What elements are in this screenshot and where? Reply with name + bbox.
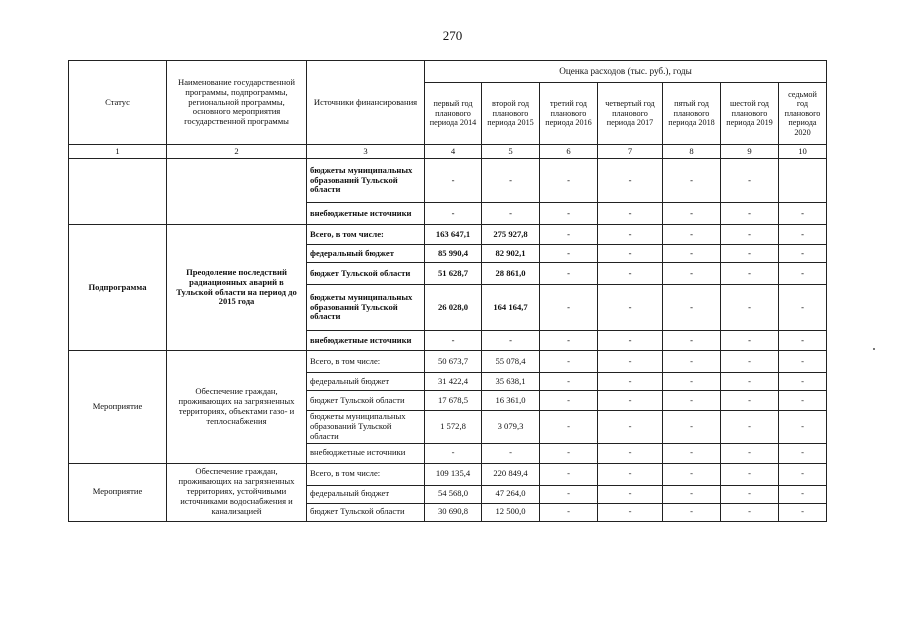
value-cell: 109 135,4 <box>425 463 482 485</box>
status-cell: Мероприятие <box>69 351 167 464</box>
value-cell: - <box>779 373 827 391</box>
column-number: 4 <box>425 145 482 159</box>
value-cell: - <box>663 285 721 331</box>
column-number: 2 <box>167 145 307 159</box>
value-cell: - <box>663 159 721 203</box>
value-cell: - <box>721 285 779 331</box>
value-cell: 82 902,1 <box>482 245 540 263</box>
funding-source: федеральный бюджет <box>307 485 425 503</box>
table-row <box>69 351 827 373</box>
table-row <box>69 159 827 203</box>
value-cell: - <box>721 245 779 263</box>
value-cell: - <box>663 263 721 285</box>
program-name-cell: Обеспечение граждан, проживающих на загрязненных территориях, объектами газо- и теплоснабжения <box>167 351 307 464</box>
value-cell: - <box>598 391 663 411</box>
value-cell: - <box>721 351 779 373</box>
value-cell: - <box>425 443 482 463</box>
value-cell: - <box>779 245 827 263</box>
value-cell: - <box>663 503 721 521</box>
funding-source: бюджет Тульской области <box>307 391 425 411</box>
funding-source: внебюджетные источники <box>307 331 425 351</box>
value-cell: - <box>721 159 779 203</box>
column-number-row <box>69 145 827 159</box>
value-cell: - <box>540 225 598 245</box>
value-cell: - <box>540 331 598 351</box>
value-cell: - <box>482 443 540 463</box>
value-cell: - <box>598 351 663 373</box>
value-cell: - <box>721 331 779 351</box>
value-cell: - <box>721 225 779 245</box>
value-cell: - <box>540 373 598 391</box>
value-cell: 85 990,4 <box>425 245 482 263</box>
value-cell: - <box>663 331 721 351</box>
value-cell: - <box>663 203 721 225</box>
funding-source: бюджеты муниципальных образований Тульской области <box>307 411 425 444</box>
value-cell: 47 264,0 <box>482 485 540 503</box>
value-cell: - <box>598 503 663 521</box>
value-cell: - <box>663 351 721 373</box>
value-cell: 3 079,3 <box>482 411 540 444</box>
header-year-2018: пятый год планового периода 2018 <box>663 83 721 145</box>
value-cell: - <box>540 485 598 503</box>
funding-source: Всего, в том числе: <box>307 351 425 373</box>
value-cell: - <box>540 463 598 485</box>
budget-table <box>68 60 827 522</box>
value-cell: - <box>779 503 827 521</box>
value-cell: - <box>598 463 663 485</box>
value-cell: - <box>540 263 598 285</box>
value-cell: - <box>425 159 482 203</box>
funding-source: федеральный бюджет <box>307 245 425 263</box>
value-cell: - <box>540 285 598 331</box>
value-cell: - <box>721 443 779 463</box>
value-cell: - <box>663 225 721 245</box>
value-cell: 35 638,1 <box>482 373 540 391</box>
value-cell: - <box>779 411 827 444</box>
value-cell: - <box>598 411 663 444</box>
value-cell: - <box>721 503 779 521</box>
value-cell: - <box>663 485 721 503</box>
value-cell: - <box>425 331 482 351</box>
value-cell: 54 568,0 <box>425 485 482 503</box>
value-cell: - <box>598 373 663 391</box>
value-cell: - <box>598 443 663 463</box>
value-cell: - <box>779 463 827 485</box>
column-number: 5 <box>482 145 540 159</box>
value-cell: - <box>663 411 721 444</box>
value-cell: - <box>779 225 827 245</box>
scan-dot <box>873 348 875 350</box>
value-cell: - <box>779 443 827 463</box>
page-number: 270 <box>442 28 463 43</box>
value-cell: - <box>598 285 663 331</box>
value-cell: 163 647,1 <box>425 225 482 245</box>
funding-source: внебюджетные источники <box>307 443 425 463</box>
value-cell: - <box>482 159 540 203</box>
value-cell: 16 361,0 <box>482 391 540 411</box>
value-cell: - <box>540 411 598 444</box>
column-number: 1 <box>69 145 167 159</box>
funding-source: Всего, в том числе: <box>307 463 425 485</box>
value-cell: - <box>663 391 721 411</box>
value-cell: - <box>721 463 779 485</box>
value-cell: - <box>779 391 827 411</box>
funding-source: внебюджетные источники <box>307 203 425 225</box>
program-name-cell <box>167 159 307 225</box>
value-cell: - <box>779 485 827 503</box>
header-year-2014: первый год планового периода 2014 <box>425 83 482 145</box>
value-cell: - <box>540 203 598 225</box>
value-cell: - <box>663 463 721 485</box>
value-cell: - <box>598 263 663 285</box>
table-row <box>69 463 827 485</box>
value-cell: - <box>482 331 540 351</box>
column-number: 8 <box>663 145 721 159</box>
column-number: 7 <box>598 145 663 159</box>
value-cell: - <box>721 485 779 503</box>
program-name-cell: Преодоление последствий радиационных аварий в Тульской области на период до 2015 года <box>167 225 307 351</box>
value-cell: - <box>779 351 827 373</box>
value-cell: - <box>482 203 540 225</box>
value-cell: - <box>425 203 482 225</box>
value-cell: 164 164,7 <box>482 285 540 331</box>
column-number: 9 <box>721 145 779 159</box>
value-cell: - <box>779 285 827 331</box>
value-cell: - <box>598 159 663 203</box>
value-cell: 17 678,5 <box>425 391 482 411</box>
value-cell: - <box>598 331 663 351</box>
value-cell: - <box>540 503 598 521</box>
column-number: 3 <box>307 145 425 159</box>
value-cell: - <box>598 485 663 503</box>
value-cell: - <box>598 203 663 225</box>
value-cell: 1 572,8 <box>425 411 482 444</box>
value-cell: 31 422,4 <box>425 373 482 391</box>
value-cell: - <box>779 331 827 351</box>
funding-source: бюджеты муниципальных образований Тульской области <box>307 285 425 331</box>
program-name-cell: Обеспечение граждан, проживающих на загрязненных территориях, устойчивыми источниками водоснабжения и канализацией <box>167 463 307 521</box>
value-cell: 275 927,8 <box>482 225 540 245</box>
funding-source: федеральный бюджет <box>307 373 425 391</box>
value-cell: - <box>663 245 721 263</box>
value-cell: 26 028,0 <box>425 285 482 331</box>
value-cell: - <box>598 245 663 263</box>
header-year-2020: седьмой год планового периода 2020 <box>779 83 827 145</box>
header-status: Статус <box>69 61 167 145</box>
status-cell <box>69 159 167 225</box>
value-cell: - <box>663 443 721 463</box>
value-cell: - <box>540 159 598 203</box>
header-estimate: Оценка расходов (тыс. руб.), годы <box>425 61 827 83</box>
value-cell: 55 078,4 <box>482 351 540 373</box>
value-cell: - <box>663 373 721 391</box>
status-cell: Мероприятие <box>69 463 167 521</box>
header-year-2017: четвертый год планового периода 2017 <box>598 83 663 145</box>
value-cell: 12 500,0 <box>482 503 540 521</box>
header-year-2019: шестой год планового периода 2019 <box>721 83 779 145</box>
value-cell: - <box>540 443 598 463</box>
value-cell: - <box>540 351 598 373</box>
value-cell <box>779 159 827 203</box>
value-cell: - <box>721 411 779 444</box>
header-name: Наименование государственной программы, подпрограммы, региональной программы, основного мероприятия государственной программы <box>167 61 307 145</box>
header-sources: Источники финансирования <box>307 61 425 145</box>
funding-source: Всего, в том числе: <box>307 225 425 245</box>
column-number: 6 <box>540 145 598 159</box>
value-cell: - <box>721 263 779 285</box>
value-cell: - <box>721 203 779 225</box>
funding-source: бюджет Тульской области <box>307 263 425 285</box>
value-cell: - <box>540 245 598 263</box>
funding-source: бюджет Тульской области <box>307 503 425 521</box>
value-cell: 50 673,7 <box>425 351 482 373</box>
value-cell: - <box>721 373 779 391</box>
status-cell: Подпрограмма <box>69 225 167 351</box>
funding-source: бюджеты муниципальных образований Тульской области <box>307 159 425 203</box>
value-cell: - <box>779 263 827 285</box>
header-year-2015: второй год планового периода 2015 <box>482 83 540 145</box>
value-cell: - <box>721 391 779 411</box>
value-cell: - <box>598 225 663 245</box>
header-year-2016: третий год планового периода 2016 <box>540 83 598 145</box>
value-cell: - <box>779 203 827 225</box>
value-cell: 28 861,0 <box>482 263 540 285</box>
value-cell: 30 690,8 <box>425 503 482 521</box>
value-cell: 220 849,4 <box>482 463 540 485</box>
column-number: 10 <box>779 145 827 159</box>
table-body <box>69 61 827 522</box>
value-cell: 51 628,7 <box>425 263 482 285</box>
table-row <box>69 225 827 245</box>
value-cell: - <box>540 391 598 411</box>
